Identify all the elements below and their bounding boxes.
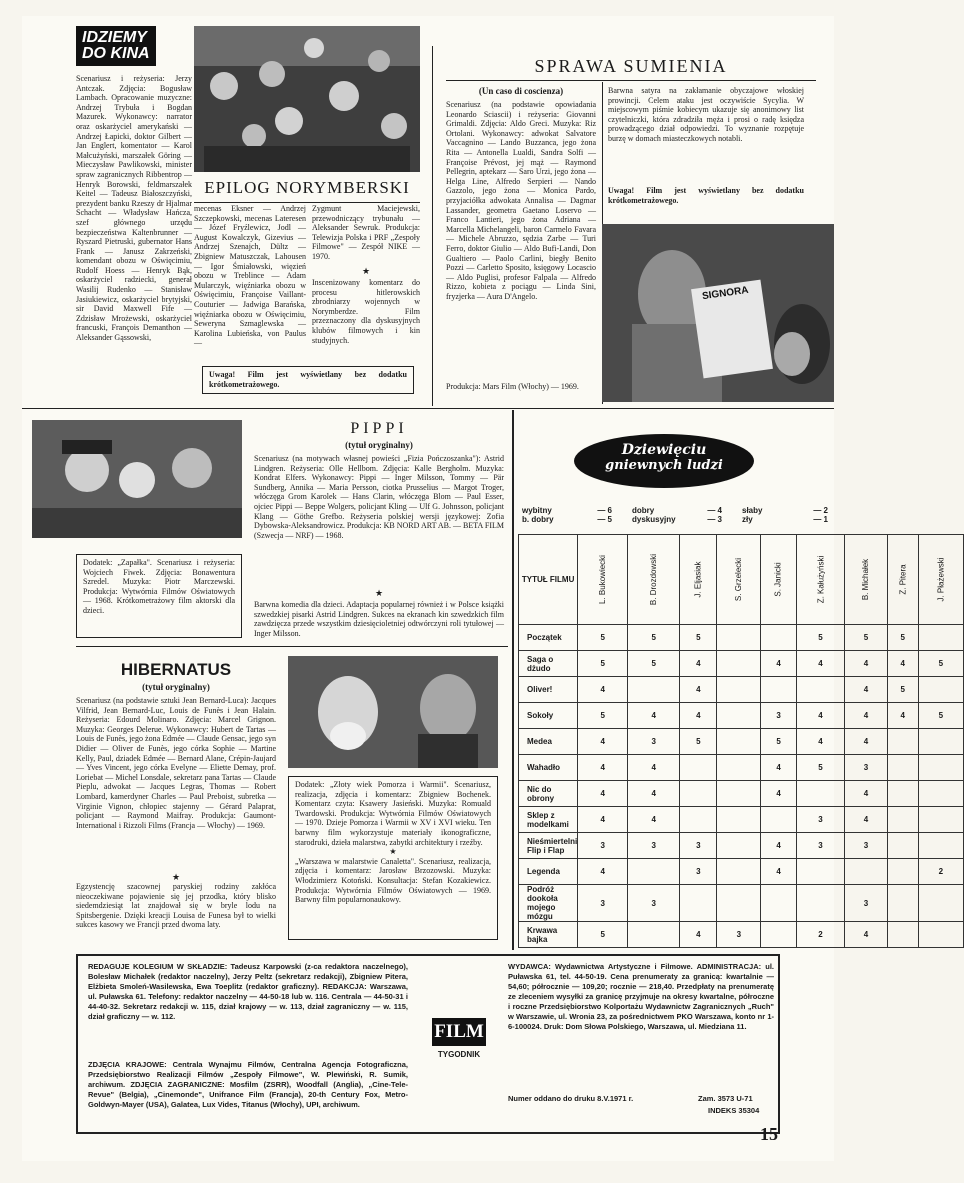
footer-publisher: WYDAWCA: Wydawnictwa Artystyczne i Filmowe. ADMINISTRACJA: ul. Puławska 61, tel. 44-50-19. Cena prenumeraty za granicą: kwartalnie — 54,60; półrocznie — 109,20; rocznie — 218,40. Przedpłaty na prenumeratę ze zleceniem wysyłki za granicę przyjmuje na okresy kwartalne, półroczne i roczne Przedsiębiorstwo Kolportażu Wydawnictw Zagranicznych „Ruch" w Warszawie, ul. Wronia 23, za pośrednictwem PKO Warszawa, konto nr 1-6-100024. Druk: Dom Słowa Polskiego, Warszawa, ul. Miedziana 11.	[508, 962, 774, 1031]
legend-label: b. dobry	[522, 515, 554, 524]
legend-value: — 3	[707, 515, 722, 524]
score-cell	[680, 781, 717, 807]
score-cell: 5	[845, 625, 887, 651]
score-cell: 4	[761, 755, 796, 781]
score-cell: 5	[578, 651, 628, 677]
pippi-credits: Scenariusz (na motywach własnej powieści „Fizia Pończoszanka"): Astrid Lindgren. Reżyseria: Olle Hellbom. Zdjęcia: Kalle Bergholm. Muzyka: Kondrat Elfers. Wykonawcy: Pippi — Inger Milsson, Tommy — Pär Sundberg, Annika — Maria Persson, ciotka Prusselius — Margot Troger, włóczęga Grom Karolek — Hans Clarin, włóczęga Blom — Paul Esser, ojciec Pippi — Beppe Wolgers, policjant Kling — Ulf G. Johnsson, policjant Klang — Göthe Grefbo. Reżyseria polskiej wersji językowej: Zofia Dybowska-Aleksandrowicz. Produkcja: KB NORD ART AB. — BETA FILM (Szwecja — NRF) — 1968.	[254, 454, 504, 540]
critic-name: B. Drozdowski	[649, 553, 659, 606]
score-cell: 5	[887, 677, 918, 703]
sprawa-photo	[602, 224, 834, 402]
epilog-title: EPILOG NORYMBERSKI	[204, 178, 410, 197]
film-title-cell: Wahadło	[519, 755, 578, 781]
score-cell: 4	[578, 781, 628, 807]
score-cell	[680, 807, 717, 833]
critic-header	[628, 535, 680, 625]
critic-name: S. Grzelecki	[734, 557, 744, 602]
ratings-box	[512, 410, 946, 950]
score-cell: 3	[680, 859, 717, 885]
score-cell	[628, 859, 680, 885]
legend-label: słaby	[742, 506, 763, 515]
score-cell: 4	[887, 651, 918, 677]
score-cell: 4	[761, 859, 796, 885]
epilog-description: Inscenizowany komentarz do procesu hitlerowskich zbrodniarzy wojennych w Norymberdze. Film przeznaczony dla dyskusyjnych klubów filmowych i kin studyjnych.	[312, 278, 420, 345]
table-row	[519, 833, 964, 859]
critic-header	[717, 535, 761, 625]
hibernatus-addition	[288, 776, 498, 940]
section-rule-2	[76, 646, 508, 647]
film-title-cell: Nieśmiertelni Flip i Flap	[519, 833, 578, 859]
score-cell: 5	[578, 922, 628, 948]
score-cell	[680, 885, 717, 922]
critic-name: Z. Kałużyński	[815, 555, 825, 604]
table-row	[519, 651, 964, 677]
table-row	[519, 703, 964, 729]
score-cell	[717, 729, 761, 755]
sprawa-credits: Scenariusz (na podstawie opowiadania Leonardo Sciascii) i reżyseria: Giovanni Grimaldi. Zdjęcia: Aldo Greci. Muzyka: Riz Ortolani. Wykonawcy: adwokat Salvatore Vaccagnino — Lando Buzzanca, jego żona Rita — Antonella Lualdi, Sandra Solfi — Françoise Prévost, jej mąż — Raymond Pellegrin, aptekarz — Saro Urzi, jego żona — Helga Line, Alfredo Serpieri — Nando Gazzolo, jego żona — Monica Pardo, przyjaciółka adwokata Annalisa — Dagmar Lassander, geometra Gaetano Loservo — Franco Lantieri, jego żona Adriana — Marcella Michelangeli, baron Carmelo Favara — Michele Abruzzo, sędzia Zarbe — Turi Ferro, doktor Giulio — Aldo Bufi-Landi, Don Gualtiero — Paolo Carlini, biegły Benito Pozzi — Carletto Sposito, księgowy Locascio — Aldo Puglisi, profesor Falpala — Alfredo Rizzo, kobieta z pociągu — Linda Sini, fryzjerka — Aura D'Angelo.	[446, 100, 596, 301]
score-cell	[796, 677, 845, 703]
score-cell: 4	[578, 755, 628, 781]
score-cell: 5	[918, 651, 963, 677]
critic-name: S. Janicki	[774, 562, 784, 597]
critic-header	[845, 535, 887, 625]
hibernatus-credits: Scenariusz (na podstawie sztuki Jean Bernard-Luca): Jacques Vilfrid, Jean Bernard-Luc, Louis de Funès i Jean Halain. Reżyseria: Edourd Molinaro. Zdjęcia: Marcel Grignon. Muzyka: Georges Delerue. Wykonawcy: Hubert de Tartas — Louis de Funès, jego żona Edmée — Claude Gensac, jego syn Didier — Oliver de Funès, jego córka Sophie — Martine Kelly, Paul, dziadek Edmée — Bernard Alane, Crépin-Jaujard — Yves Vincent, jego córka Evelyne — Eliette Demay, prof. Loriebat — Michel Lonsdale, sekretarz pana Tartas — Claude Pieplu, adwokat — Jacques Legras, Thomas — Robert Lombard, kamerdyner Charles — Paul Preboist, subretka — Virginie Vignon, chłopiec stajenny — Gérard Palaprat, policjant — Raymond Maifray. Produkcja: Gaumont-International i Rizzoli Films (Francja — Włochy) — 1969.	[76, 696, 276, 830]
score-cell	[918, 922, 963, 948]
table-row	[519, 729, 964, 755]
score-cell	[887, 885, 918, 922]
score-cell	[717, 833, 761, 859]
score-cell	[761, 807, 796, 833]
sprawa-production: Produkcja: Mars Film (Włochy) — 1969.	[446, 382, 579, 391]
hibernatus-addition-2: „Warszawa w malarstwie Canaletta". Scenariusz, realizacja, zdjęcia i komentarz: Jarosław Brzozowski. Muzyka: Włodzimierz Kotoński. Konsultacja: Stefan Kozakiewicz. Produkcja: Wytwórnia Filmów Oświatowych — 1969. Barwny film popularnonaukowy.	[295, 856, 491, 905]
score-cell: 4	[628, 703, 680, 729]
epilog-note: Uwaga! Film jest wyświetlany bez dodatku krótkometrażowego.	[202, 366, 414, 394]
critic-header	[680, 535, 717, 625]
critic-name: L. Bukowiecki	[598, 555, 608, 604]
critic-name: J. Eljasiak	[693, 561, 703, 598]
film-title-cell: Sokoły	[519, 703, 578, 729]
score-cell: 4	[680, 651, 717, 677]
critic-header	[578, 535, 628, 625]
score-cell: 4	[796, 703, 845, 729]
score-cell	[761, 922, 796, 948]
sprawa-subtitle: (Un caso di coscienza)	[478, 86, 564, 96]
film-title-cell: Nic do obrony	[519, 781, 578, 807]
score-cell	[918, 781, 963, 807]
score-cell: 3	[761, 703, 796, 729]
page-number: 15	[760, 1124, 778, 1144]
score-cell: 5	[628, 651, 680, 677]
score-cell: 5	[796, 755, 845, 781]
score-cell	[717, 859, 761, 885]
table-row	[519, 859, 964, 885]
score-cell: 4	[680, 922, 717, 948]
critic-header	[918, 535, 963, 625]
score-cell	[887, 781, 918, 807]
epilog-photo	[194, 26, 420, 172]
score-cell: 4	[628, 781, 680, 807]
legend-value: — 5	[597, 515, 612, 524]
footer-brand-sub: TYGODNIK	[437, 1050, 481, 1059]
legend-col-3	[742, 506, 828, 524]
score-cell	[918, 729, 963, 755]
hibernatus-addition-star: ★	[389, 847, 397, 857]
score-cell: 4	[578, 677, 628, 703]
film-title-cell: Podróż dookoła mojego mózgu	[519, 885, 578, 922]
hibernatus-photo-image	[288, 656, 498, 768]
film-title-cell: Medea	[519, 729, 578, 755]
score-cell	[717, 625, 761, 651]
critic-name: J. Płażewski	[936, 557, 946, 602]
score-cell: 5	[761, 729, 796, 755]
legend-value: — 2	[813, 506, 828, 515]
footer-photos: ZDJĘCIA KRAJOWE: Centrala Wynajmu Filmów, Centralna Agencja Fotograficzna, Przedsiębiorstwo Realizacji Filmów „Zespoły Filmowe", W. Plewiński, R. Sumik, archiwum. ZDJĘCIA ZAGRANICZNE: Mosfilm (ZSRR), Woodfall (Anglia), „Cine-Tele-Revue" (Belgia), „Cinemonde", Unifrance Film (Francja), 20-th Century Fox, Metro-Goldwyn-Mayer (USA), Galatea, Lux Vides, Titanus (Włochy), UPI, archiwum.	[88, 1060, 408, 1109]
score-cell	[845, 859, 887, 885]
ratings-body	[519, 625, 964, 948]
score-cell: 2	[796, 922, 845, 948]
score-cell: 4	[845, 677, 887, 703]
epilog-credits-col3: Zygmunt Maciejewski, przewodniczący trybunału — Aleksander Sewruk. Produkcja: Telewizja Polska i PRF „Zespoły Filmowe" — Zespół NIKE — 1970.	[312, 204, 420, 261]
score-cell	[796, 859, 845, 885]
score-cell	[761, 677, 796, 703]
score-cell	[717, 703, 761, 729]
critic-header	[796, 535, 845, 625]
score-cell	[918, 833, 963, 859]
critic-name: B. Michałek	[861, 558, 871, 601]
column-divider	[432, 46, 433, 406]
score-cell	[887, 755, 918, 781]
legend-label: zły	[742, 515, 753, 524]
score-cell: 4	[578, 859, 628, 885]
pippi-photo	[32, 420, 242, 538]
section-logo: IDZIEMY DO KINA	[76, 26, 156, 66]
score-cell: 3	[628, 885, 680, 922]
hibernatus-star: ★	[171, 872, 181, 882]
film-title-cell: Krwawa bajka	[519, 922, 578, 948]
ratings-table	[518, 534, 964, 948]
score-cell	[887, 807, 918, 833]
footer-print-date: Numer oddano do druku 8.V.1971 r.	[508, 1094, 634, 1103]
table-row	[519, 781, 964, 807]
sprawa-title-rule	[446, 80, 816, 81]
score-cell: 4	[845, 729, 887, 755]
sprawa-photo-image	[602, 224, 834, 402]
ratings-title-line1: Dziewięciu	[621, 442, 707, 458]
score-cell: 4	[887, 703, 918, 729]
epilog-title-rule	[194, 202, 420, 203]
score-cell	[918, 885, 963, 922]
legend-value: — 1	[813, 515, 828, 524]
score-cell	[887, 833, 918, 859]
score-cell: 3	[845, 885, 887, 922]
score-cell: 3	[680, 833, 717, 859]
legend-value: — 6	[597, 506, 612, 515]
score-cell: 4	[845, 781, 887, 807]
score-cell: 4	[845, 703, 887, 729]
score-cell: 5	[796, 625, 845, 651]
score-cell: 4	[761, 781, 796, 807]
score-cell	[680, 755, 717, 781]
score-cell	[887, 922, 918, 948]
score-cell: 5	[578, 625, 628, 651]
score-cell: 4	[796, 651, 845, 677]
score-cell: 4	[578, 807, 628, 833]
hibernatus-subtitle: (tytuł oryginalny)	[142, 682, 210, 692]
score-cell	[717, 677, 761, 703]
film-title-cell: Sklep z modelkami	[519, 807, 578, 833]
score-cell	[918, 625, 963, 651]
score-cell: 4	[578, 729, 628, 755]
legend-col-2	[632, 506, 722, 524]
epilog-credits-col2: mecenas Eksner — Andrzej Szczepkowski, mecenas Lateresen — Józef Fryźlewicz, Jodl — August Kowalczyk, Gizevius — Andrzej Szenajch, Dültz — Zbigniew Matuszczak, Lahousen — Igor Śmiałowski, więzień obozu w Treblince — Adam Mularczyk, więźniarka obozu w Oświęcimiu, Françoise Vaillant-Couturier — Jadwiga Barańska, więźniarka obozu w Oświęcimiu, Seweryna Szmaglewska — Karolina Lubieńska, von Paulus —	[194, 204, 306, 348]
score-cell: 2	[918, 859, 963, 885]
score-cell: 4	[680, 703, 717, 729]
table-row	[519, 677, 964, 703]
score-cell	[717, 651, 761, 677]
hibernatus-photo	[288, 656, 498, 768]
film-title-cell: Legenda	[519, 859, 578, 885]
table-row	[519, 755, 964, 781]
score-cell	[796, 781, 845, 807]
score-cell	[887, 859, 918, 885]
score-cell	[918, 755, 963, 781]
score-cell: 3	[845, 833, 887, 859]
hibernatus-title: HIBERNATUS	[120, 660, 232, 679]
hibernatus-description: Egzystencję szacownej paryskiej rodziny zakłóca nieoczekiwane pojawienie się jej przodka, który blisko siedemdziesiąt lat znajdował się w bryle lodu na Spitsbergenie. Dzięki kreacji Louisa de Funesa był to wielki sukces kasowy we Francji przed dwoma laty.	[76, 882, 276, 930]
sprawa-note: Uwaga! Film jest wyświetlany bez dodatku krótkometrażowego.	[608, 186, 804, 205]
score-cell: 3	[845, 755, 887, 781]
footer-brand-logo: FILM	[432, 1018, 486, 1046]
score-cell	[761, 885, 796, 922]
table-row	[519, 625, 964, 651]
score-cell	[628, 677, 680, 703]
critic-header	[761, 535, 796, 625]
score-cell: 4	[761, 833, 796, 859]
score-cell	[796, 885, 845, 922]
pippi-addition: Dodatek: „Zapałka". Scenariusz i reżyseria: Wojciech Fiwek. Zdjęcia: Bonawentura Szredel. Muzyka: Piotr Marczewski. Produkcja: Wytwórnia Filmów Oświatowych — 1968. Krótkometrażowy film aktorski dla dzieci.	[76, 554, 242, 638]
score-cell: 5	[680, 625, 717, 651]
pippi-description: Barwna komedia dla dzieci. Adaptacja popularnej również i w Polsce książki szwedzkiej pisarki Astrid Lindgren. Sukces na ekranach kin szwedzkich film zawdzięcza przede wszystkim dziesięcioletniej odtwórczyni roli tytułowej — Inger Milsson.	[254, 600, 504, 638]
legend-label: dobry	[632, 506, 655, 515]
legend-col-1	[522, 506, 612, 524]
ratings-header-row	[519, 535, 964, 625]
pippi-subtitle: (tytuł oryginalny)	[345, 440, 413, 450]
pippi-star: ★	[374, 588, 384, 598]
legend-label: dyskusyjny	[632, 515, 676, 524]
critic-name: Z. Pitera	[898, 564, 908, 595]
ratings-title-line2: gniewnych ludzi	[605, 458, 723, 473]
section-rule-1	[22, 408, 834, 409]
score-cell: 3	[578, 885, 628, 922]
hibernatus-addition-1: Dodatek: „Złoty wiek Pomorza i Warmii". Scenariusz, realizacja, zdjęcia i komentarz: Zbigniew Bochenek. Komentarz czyta: Ksawery Jasieński. Muzyka: Romuald Twardowski. Produkcja: Wytwórnia Filmów Oświatowych — 1970. Dzieje Pomorza i Warmii w XV i XVI wieku. Ten barwny film wykorzystuje materiały ikonograficzne, starodruki, dzieła malarstwa, zabytki architektury i rzeźby.	[295, 780, 491, 847]
score-cell: 5	[628, 625, 680, 651]
ratings-title-badge	[574, 434, 754, 488]
epilog-credits-col1: Scenariusz i reżyseria: Jerzy Antczak. Zdjęcia: Bogusław Lambach. Opracowanie muzyczne: Andrzej Trybuła i Bogdan Mazurek. Wykonawcy: narrator oraz oskarżyciel amerykański — Andrzej Łapicki, doktor Gilbert — Jan Englert, komentator — Karol Małcużyński, marszałek Göring — Mieczysław Pawlikowski, minister spraw zagranicznych Ribbentrop — Henryk Borowski, feldmarszałek Keitel — Tadeusz Białoszczyński, prezydent banku Rzeszy dr Hjalmar Schacht — Władysław Hańcza, szef głównego urzędu bezpieczeństwa Kaltenbrunner — Ryszard Pietruski, gubernator Hans Frank — Janusz Zakrzeński, komendant obozu w Oświęcimiu, Rudolf Hoess — Henryk Bąk, oskarżyciel radziecki, generał Wasilij Rudenko — Stanisław Jasiukiewicz, oskarżyciel brytyjski, sir David Maxwell Fife — Zdzisław Mrożewski, oskarżyciel francuski, François Demanthon — Aleksander Gąssowski,	[76, 74, 192, 343]
score-cell	[717, 781, 761, 807]
table-row	[519, 807, 964, 833]
score-cell: 4	[845, 922, 887, 948]
score-cell: 4	[845, 651, 887, 677]
score-cell	[717, 807, 761, 833]
table-row	[519, 885, 964, 922]
score-cell: 4	[628, 807, 680, 833]
score-cell: 4	[796, 729, 845, 755]
pippi-title: PIPPI	[350, 420, 408, 437]
score-cell	[918, 677, 963, 703]
film-title-cell: Początek	[519, 625, 578, 651]
footer-editorial: REDAGUJE KOLEGIUM W SKŁADZIE: Tadeusz Karpowski (z-ca redaktora naczelnego), Bolesław Michałek (redaktor naczelny), Jerzy Peltz (sekretarz redakcji), Zbigniew Pitera, Elżbieta Smoleń-Wasilewska, Ewa Toeplitz (redaktor graficzny). REDAKCJA: Warszawa, ul. Puławska 61. Telefony: redaktor naczelny — 44-50-18 lub w. 116. Centrala — 44-50-31 i 44-40-32. Sekretarz redakcji w. 115, dział krajowy — w. 113, dział zagraniczny — w. 115, dział graficzny — w. 112.	[88, 962, 408, 1021]
score-cell	[628, 922, 680, 948]
score-cell: 5	[680, 729, 717, 755]
score-cell: 3	[796, 833, 845, 859]
table-row	[519, 922, 964, 948]
score-cell	[887, 729, 918, 755]
film-title-cell: Oliver!	[519, 677, 578, 703]
score-cell: 5	[887, 625, 918, 651]
score-cell	[761, 625, 796, 651]
score-cell	[918, 807, 963, 833]
score-cell: 4	[845, 807, 887, 833]
epilog-star: ★	[361, 266, 371, 276]
epilog-photo-image	[194, 26, 420, 172]
score-cell: 4	[680, 677, 717, 703]
score-cell: 3	[628, 729, 680, 755]
footer-box	[76, 954, 780, 1134]
score-cell: 5	[918, 703, 963, 729]
sprawa-photo-magazine-title: SIGNORA	[701, 284, 750, 303]
legend-label: wybitny	[522, 506, 552, 515]
score-cell: 3	[717, 922, 761, 948]
score-cell: 3	[796, 807, 845, 833]
sprawa-description: Barwna satyra na zakłamanie obyczajowe włoskiej prowincji. Celem ataku jest oczywiście Sycylia. W miejscowym piśmie kobiecym ukazuje się anonimowy list czytelniczki, która zdradziła męża i prosi o radę księdza prowadzącego dział odpowiedzi. To wyznanie rozpętuje burzę w domach miasteczkowych notabli.	[608, 86, 804, 143]
score-cell: 4	[761, 651, 796, 677]
footer-order-number: Zam. 3573 U-71	[698, 1094, 753, 1103]
score-cell: 3	[578, 833, 628, 859]
ratings-header-title: TYTUŁ FILMU	[519, 535, 578, 625]
footer-index: INDEKS 35304	[708, 1106, 760, 1115]
score-cell: 5	[578, 703, 628, 729]
sprawa-title: SPRAWA SUMIENIA	[534, 56, 728, 76]
score-cell: 4	[628, 755, 680, 781]
score-cell	[717, 755, 761, 781]
critic-header	[887, 535, 918, 625]
film-title-cell: Saga o dżudo	[519, 651, 578, 677]
magazine-page	[22, 16, 946, 1161]
score-cell	[717, 885, 761, 922]
legend-value: — 4	[707, 506, 722, 515]
score-cell: 3	[628, 833, 680, 859]
pippi-photo-image	[32, 420, 242, 538]
